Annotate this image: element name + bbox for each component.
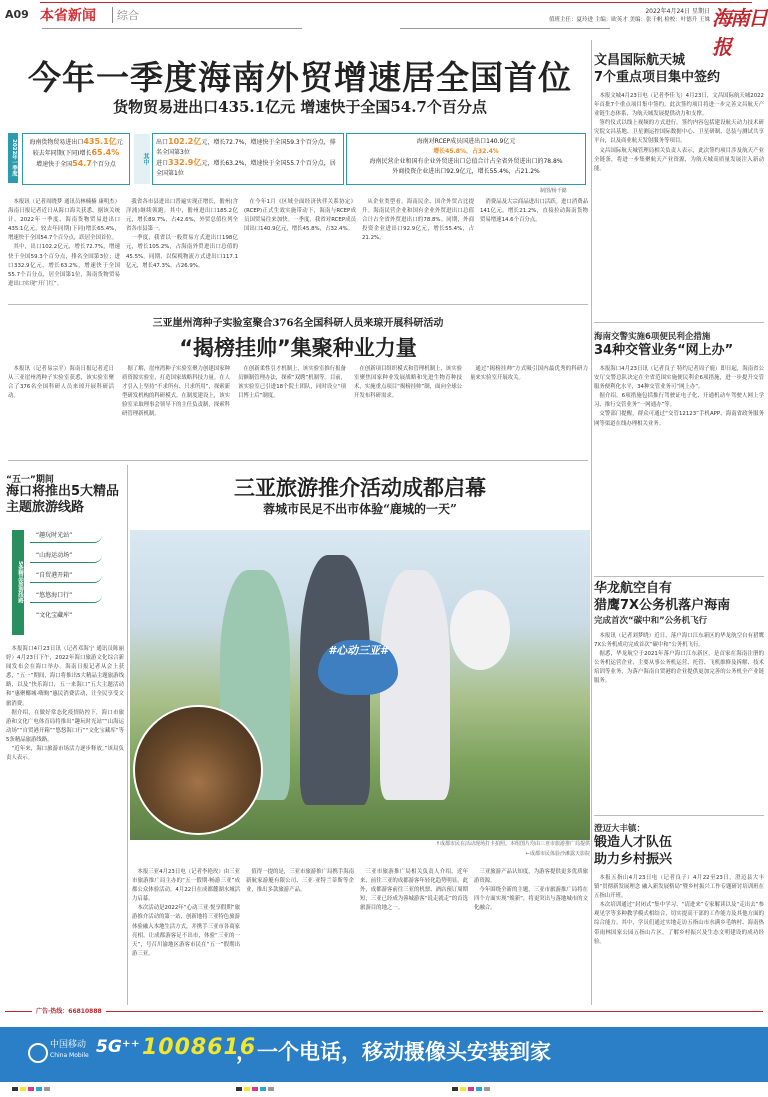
paragraph: 三亚市旅游推广局相关负责人介绍，近年来，前往三亚的成都游客年轻化趋势明显。此外，成都游客前往三亚的机票、酒店预订周期短，三亚已经成为蓉城游客“说走就走”的首选旅游目的地之一。 — [360, 869, 468, 912]
story-divider — [594, 815, 764, 816]
paragraph: 本次培训通过“封闭式”集中学习、“请进来”专家解读以及“走出去”参观见学等多种教学模式相结合，切实提高干部的工作能力及其他方面的综合能力。其中，学员们通过实地走访五指山市水满乡毛纳村、海南热带雨林国家公园五指山片区，了解乡村振兴及生态文明建设的成功经验。 — [594, 902, 764, 945]
story-headline: 文昌国际航天城 7个重点项目集中签约 — [594, 53, 721, 85]
paragraph: 在创新项目组织模式和管理机制上，该实验室聚焦国家种业发展战略和先进生物育种技术，实施重点项目“揭榜挂帅”制，面向全球公开发布科研需求。 — [354, 366, 462, 400]
lead-body-col2 — [126, 198, 238, 298]
story-headline: 华龙航空自有 猎鹰7X公务机落户海南 — [594, 581, 731, 613]
story-traffic-police — [594, 330, 764, 585]
info-line: 海南对RCEP成员国进出口140.9亿元 — [416, 138, 516, 145]
route-item: “趣玩时光站” — [30, 530, 102, 543]
print-color-bar — [12, 1087, 50, 1091]
ad-brand: 中国移动 China Mobile — [50, 1040, 89, 1059]
info-line: 海南货物贸易进出口435.1亿元 — [29, 137, 123, 146]
ad-phone-number: 1008616 — [142, 1035, 257, 1060]
ad-divider — [5, 1011, 763, 1012]
event-sign: #心动三亚# — [318, 640, 398, 695]
paragraph: 据介绍，在做好常态化疫情防控下，海口市旅游和文化广电体育局将推出“趣玩时光站”“山海运动场”“自贸港开箱”“悠悠海口行”“文化宝藏库”等5条精品旅游线路。 — [6, 709, 124, 743]
seed-body-col1 — [8, 365, 114, 455]
paragraph: 据悉，华龙航空于2021年落户海口江东新区，是首家在海南注册的公务机运营企业，主要从事公务机运营、托管、飞机维修及拆解、技术培训等业务，为落户海南自贸港的企业提供更加完善的公务机全产业链服务。 — [594, 651, 764, 685]
print-color-bar — [452, 1087, 490, 1091]
paragraph: 交警部门提醒，群众可通过“交管12123”手机APP、海南省政务服务网等渠道在线办理相关业务。 — [594, 411, 764, 427]
connector-label: 其中 — [134, 134, 150, 184]
sanya-body-col3 — [360, 868, 468, 1008]
header-divider — [42, 28, 302, 29]
story-subheadline: 完成首次“碳中和”公务机飞行 — [594, 616, 708, 626]
route-item: “山海运动场” — [30, 550, 102, 563]
info-box-export-import — [152, 133, 344, 185]
page-number: A09 — [5, 8, 29, 21]
year-tag: 2022年一季度 — [8, 133, 18, 183]
paragraph: 本报讯（记者易宗平）海南日报记者近日从三亚崖州湾种子实验室获悉，该实验室聚合了376名全国科研人员来琼开展科研活动。 — [8, 366, 114, 400]
lead-headline: 今年一季度海南外贸增速居全国首位 — [28, 58, 572, 97]
seed-headline: “揭榜挂帅”集聚种业力量 — [179, 336, 417, 360]
paragraph: 在今年1月《区域全面经济伙伴关系协定》(RCEP)正式生效实施带动下，海南与RCEP成员国贸易往来加快。一季度，我省对RCEP成员国出口140.9亿元，增长45.8%，占32.4%。 — [244, 199, 356, 233]
subsection-title: 综合 — [112, 7, 139, 23]
inset-photo-cinema — [133, 705, 263, 835]
ad-hotline: 广告·热线：66810888 — [32, 1006, 106, 1015]
info-line: 外商投资企业进出口92.9亿元，增长55.4%，占21.2% — [392, 168, 540, 175]
story-chengmai — [594, 822, 764, 999]
routes-kicker: “五一”期间 — [6, 475, 54, 485]
seed-body-col4 — [354, 365, 462, 455]
paragraph: 本报文城4月23日电（记者李佳飞）4月23日，文昌国际航天城2022年首批7个重点项目集中签约。此次签约项目将进一步完善文昌航天产业链生态体系，为航天城发展提供动力和支撑。 — [594, 93, 764, 118]
story-headline: 34种交管业务“网上办” — [594, 343, 734, 358]
photo-caption: ←成都市民体验沙滩露天影院 — [525, 851, 590, 857]
paragraph: 签约仪式以线上视频的方式进行。签约内容包括建设航天动力技术研究院文昌基地、卫星测运控国际数据中心、卫星研制、总装与测试共享平台，以及商业航天发射服务等项目。 — [594, 120, 764, 145]
column-divider — [127, 465, 128, 1005]
routes-list — [30, 530, 102, 623]
route-item: “文化宝藏库” — [36, 612, 73, 619]
story-body — [594, 874, 764, 999]
paragraph: 通过“揭榜挂帅”方式吸引国内最优秀的科研力量来实验室开展攻关。 — [470, 366, 588, 382]
info-line: 较去年同期(下同)增长65.4% — [32, 148, 120, 157]
routes-body — [6, 645, 124, 1015]
story-divider — [8, 304, 588, 305]
lead-body-col4 — [362, 198, 474, 298]
sanya-subheadline: 蓉城市民足不出市体验“鹿城的一天” — [263, 502, 457, 516]
paragraph: 从企业类型看，海南民企、国企外贸占比提升。海南民营企业和国有企业外贸进出口总值合计占全省外贸进出口的78.8%。同期，外商投资企业进出口92.9亿元，增长55.4%，占21.2%。 — [362, 199, 474, 242]
header-divider — [400, 28, 610, 29]
seed-body-col3 — [238, 365, 346, 455]
print-color-bar — [236, 1087, 274, 1091]
lead-subheadline: 货物贸易进出口435.1亿元 增速快于全国54.7个百分点 — [113, 98, 487, 116]
sanya-body-col2 — [246, 868, 354, 1008]
paragraph: 在创新柔性引才机制上，该实验室推行报备员额制管理办法，探索“双聘”机制等。目前，该实验室已引进18个院士团队，同时设立“项目博士后”制度。 — [238, 366, 346, 400]
story-kicker: 澄迈大丰镇： — [594, 824, 646, 834]
paragraph: 本报讯（记者刘梦晓）近日，落户海口江东新区的华龙航空自有猎鹰7X公务机成功完成首次“碳中和”公务机飞行。 — [594, 633, 764, 649]
lead-body-col5 — [480, 198, 588, 298]
info-box-rcep — [346, 133, 586, 185]
paragraph: 一季度，我省以一般贸易方式进出口198亿元，增长105.2%，占海南外贸进出口总值的45.5%。同期，以保税物流方式进出口117.1亿元，增长47.3%，占26.9%。 — [126, 235, 238, 269]
seed-kicker: 三亚崖州湾种子实验室聚合376名全国科研人员来琼开展科研活动 — [152, 318, 444, 329]
story-headline: 锻造人才队伍 助力乡村振兴 — [594, 835, 673, 867]
seed-body-col2 — [122, 365, 230, 455]
paragraph: 其中，出口102.2亿元，增长72.7%，增速快于全国59.3个百分点，排名全国第3位；进口332.9亿元，增长63.2%，增速快于全国55.7个百分点，居全国第1位，海南货物贸易进出口实现“开门红”。 — [8, 244, 120, 287]
info-line: 海南民营企业和国有企业外贸进出口总值合计占全省外贸进出口的78.8% — [369, 158, 563, 165]
paragraph: 我省各市县进出口普遍实现正增长，儋州(含洋浦)继续领跑。其中，儋州进出口185.2亿元，增长89.7%，占42.6%，外贸总值位列全省各市县第一。 — [126, 199, 238, 233]
ad-5g-logo: 5G⁺⁺ — [96, 1037, 140, 1057]
story-divider — [594, 322, 764, 323]
paragraph: 今年围绕全新的主题，三亚市旅游推广局将在四个方面实现“焕新”，将更突出与落地城市的文化融合。 — [474, 887, 588, 912]
info-box-total — [22, 133, 130, 185]
ad-slogan: ，一个电话，移动摄像头安装到家 — [236, 1040, 551, 1064]
section-title: 本省新闻 — [40, 8, 96, 24]
graphic-credit: 制图/杨千懿 — [540, 188, 567, 194]
photo-caption: ↑成都市民在活动现场打卡拍照。本组图片均由三亚市旅游推广局提供 — [435, 841, 590, 847]
sanya-body-col4 — [474, 868, 588, 1008]
story-divider — [594, 576, 764, 577]
paragraph: 文昌国际航天城管理局相关负责人表示，此次签约项目涉及航天产业全链条，将进一步集聚航天产业资源，为航天城高质量发展注入新动能。 — [594, 147, 764, 172]
paragraph: 本报海口4月23日讯（记者邓海宁 通讯员陈丽婷）4月23日下午，2022年海口旅游文化综合新闻发布会在海口举办。海南日报记者从会上获悉，“五一”期间，海口将推出5大精品主题旅游线路，以及“快乐海口，五一来海口”五大主题活动和“惠聚椰城·嗨购”惠民消费活动，让全民享受文旅消费。 — [6, 646, 124, 707]
story-kicker: 海南交警实施6项便民利企措施 — [594, 332, 711, 342]
info-line: 进口332.9亿元，增长63.2%，增速快于全国55.7个百分点，居全国第1位 — [156, 158, 336, 177]
story-divider — [8, 460, 588, 461]
paragraph: 值得一提的是，三亚市旅游推广局携手海南新航家游艇有限公司、三亚·亚特兰蒂斯等企业，推出多款旅游产品。 — [246, 869, 354, 894]
paragraph: 本报讯（记者周晓梦 通讯员林楠楠 康明杰）海南日报记者近日从海口海关获悉，据该关统计，2022年一季度，海南货物贸易进出口435.1亿元，较去年同期(下同)增长65.4%，增速快于全国54.7个百分点，跃居全国首位。 — [8, 199, 120, 242]
masthead-rule — [40, 2, 752, 3]
story-body — [594, 365, 764, 585]
routes-label-bar: 5条精品旅游线路 — [12, 530, 24, 635]
paragraph: 据介绍，6项措施包括推行驾驶证电子化、开通机动车驾驶人网上学习、推行交管业务“一网通办”等。 — [594, 393, 764, 409]
story-wenchang — [594, 52, 764, 332]
dateline: 2022年4月24日 星期日 — [645, 8, 710, 15]
sanya-headline: 三亚旅游推介活动成都启幕 — [234, 476, 486, 500]
story-hualong-aviation — [594, 580, 764, 802]
info-line: 增速快于全国54.7个百分点 — [36, 159, 116, 168]
story-body — [594, 92, 764, 332]
staff-credits: 值班主任：夏玲进 主编：欧英才 美编：张千帆 检校：叶德升 王姝 — [549, 17, 710, 23]
lead-body-col3 — [244, 198, 356, 298]
paragraph: 据了解，崖州湾种子实验室聚力创建国家种质资源实验室，打造国家战略科技力量。在人才引入上坚持“不求所有、只求所用”，探索新型研发机构的科研模式。在制度建设上，该实验室采取理事会领导下的主任负责制，探索科研管理新机制。 — [122, 366, 230, 418]
info-line: 增长45.8%，占32.4% — [433, 148, 499, 155]
paragraph: 本次活动是2022年“心动三亚·悦享假期”旅游推介活动的第一站，创新地将三亚特色旅游体验融入本地生活方式，并携手三亚市各商家亮相，让成都游客足不出市，体验“三亚的一天”，号召川渝地区游客市民在“五一”假期出游三亚。 — [132, 905, 240, 957]
paragraph: 消费品及大宗商品进出口活跃。进口消费品141亿元，增长21.2%，直接拉动海南货物贸易增速14.6个百分点。 — [480, 199, 588, 224]
paragraph: 本报海口4月23日讯（记者良子 特约记者周子鹿）即日起，海南省公安厅交警总队决定在全省范围实施便民利企6项措施，进一步提升交管服务便利化水平，34种交管业务可“网上办”。 — [594, 366, 764, 391]
newspaper-logo: 海南日报 — [712, 6, 766, 59]
route-item: “自贸港开箱” — [30, 570, 102, 583]
story-body — [594, 632, 764, 802]
dog-figure — [450, 590, 510, 670]
paragraph: “近年来，海口旅游市场活力逐步释放。”该局负责人表示。 — [6, 746, 124, 762]
lead-body-col1 — [8, 198, 120, 298]
paragraph: 三亚旅游产品认知度，为游客提供更多优质旅游资源。 — [474, 869, 588, 885]
china-mobile-logo-icon — [28, 1043, 48, 1063]
paragraph: 本报三亚4月23日电（记者李艳玫）由三亚市旅游推广局主办的“五一假期·畅游三亚”成都公众体验活动，4月22日在成都麓湖水城活力启幕。 — [132, 869, 240, 903]
paragraph: 本报五指山4月23日电（记者良子）4月22至23日，澄迈县大丰镇“贯彻新发展理念 融入新发展格局”暨乡村振兴工作专题研讨培训班在五指山开班。 — [594, 875, 764, 900]
sanya-body-col1 — [132, 868, 240, 1008]
info-line: 出口102.2亿元，增长72.7%，增速快于全国59.3个百分点，排名全国第3位 — [156, 137, 336, 156]
route-item: “悠悠海口行” — [30, 590, 102, 603]
column-divider — [591, 40, 592, 1005]
routes-headline: 海口将推出5大精品主题旅游线路 — [6, 484, 120, 515]
seed-body-col5 — [470, 365, 588, 455]
